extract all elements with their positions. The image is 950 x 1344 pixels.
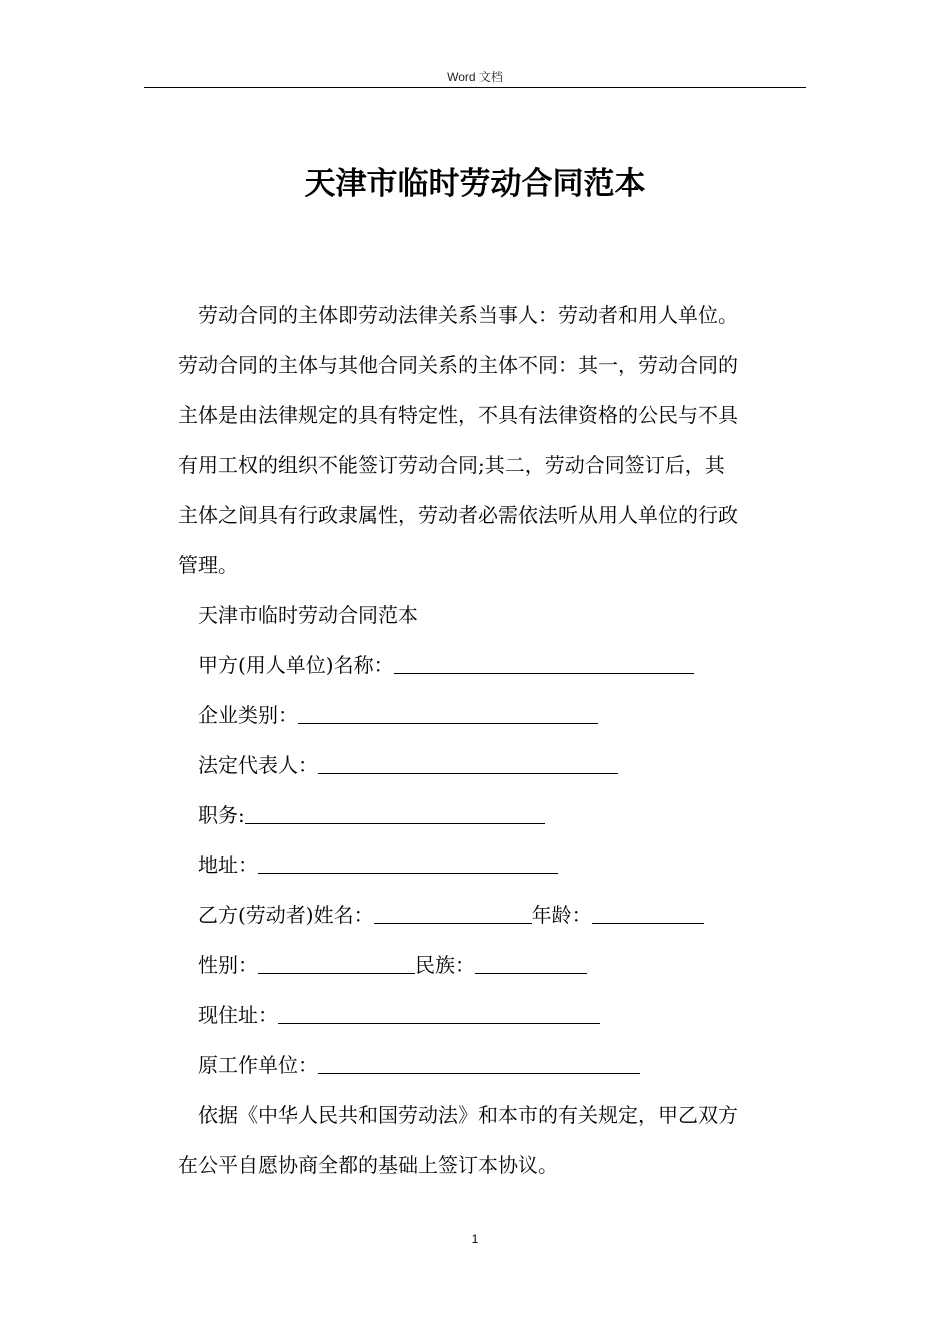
ethnicity-blank[interactable]: [475, 945, 587, 974]
intro-line-6: 管理。: [178, 553, 238, 577]
ethnicity-label: 民族：: [415, 953, 475, 977]
closing-line-2: 在公平自愿协商全都的基础上签订本协议。: [178, 1153, 558, 1177]
current-address-blank[interactable]: [278, 995, 600, 1024]
page-number: 1: [471, 1232, 479, 1246]
enterprise-type-row: [178, 690, 808, 740]
address-blank[interactable]: [258, 845, 558, 874]
enterprise-type-blank[interactable]: [298, 695, 598, 724]
page-header: Word 文档: [447, 70, 503, 84]
closing-line-1: 依据《中华人民共和国劳动法》和本市的有关规定，甲乙双方: [198, 1103, 738, 1127]
intro-line-3: 主体是由法律规定的具有特定性，不具有法律资格的公民与不具: [178, 403, 738, 427]
age-label: 年龄：: [531, 903, 592, 927]
header-divider: [144, 87, 806, 88]
gender-blank[interactable]: [258, 945, 415, 974]
party-b-row: [178, 890, 808, 940]
party-b-name-label: 乙方(劳动者)姓名：: [198, 903, 374, 927]
former-employer-row: [178, 1040, 808, 1090]
position-label: 职务:: [198, 803, 245, 827]
former-employer-blank[interactable]: [318, 1045, 640, 1074]
intro-line-4: 有用工权的组织不能签订劳动合同;其二，劳动合同签订后，其: [178, 453, 725, 477]
section-subtitle: 天津市临时劳动合同范本: [198, 603, 418, 627]
intro-line-1: 劳动合同的主体即劳动法律关系当事人：劳动者和用人单位。: [198, 303, 738, 327]
former-employer-label: 原工作单位：: [198, 1053, 318, 1077]
gender-row: [178, 940, 808, 990]
legal-rep-blank[interactable]: [318, 745, 618, 774]
legal-rep-row: [178, 740, 808, 790]
current-address-row: [178, 990, 808, 1040]
address-row: [178, 840, 808, 890]
document-title: 天津市临时劳动合同范本: [304, 166, 646, 202]
intro-line-2: 劳动合同的主体与其他合同关系的主体不同：其一，劳动合同的: [178, 353, 738, 377]
position-blank[interactable]: [245, 795, 545, 824]
age-blank[interactable]: [592, 895, 704, 924]
legal-rep-label: 法定代表人：: [198, 753, 318, 777]
current-address-label: 现住址：: [198, 1003, 278, 1027]
enterprise-type-label: 企业类别：: [198, 703, 298, 727]
position-row: [178, 790, 808, 840]
gender-label: 性别：: [198, 953, 258, 977]
party-b-name-blank[interactable]: [374, 895, 532, 924]
party-a-name-blank[interactable]: [394, 645, 694, 674]
address-label: 地址：: [198, 853, 258, 877]
party-a-name-label: 甲方(用人单位)名称：: [198, 653, 394, 677]
document-body: [178, 290, 808, 1190]
intro-line-5: 主体之间具有行政隶属性，劳动者必需依法听从用人单位的行政: [178, 503, 738, 527]
party-a-name-row: [178, 640, 808, 690]
